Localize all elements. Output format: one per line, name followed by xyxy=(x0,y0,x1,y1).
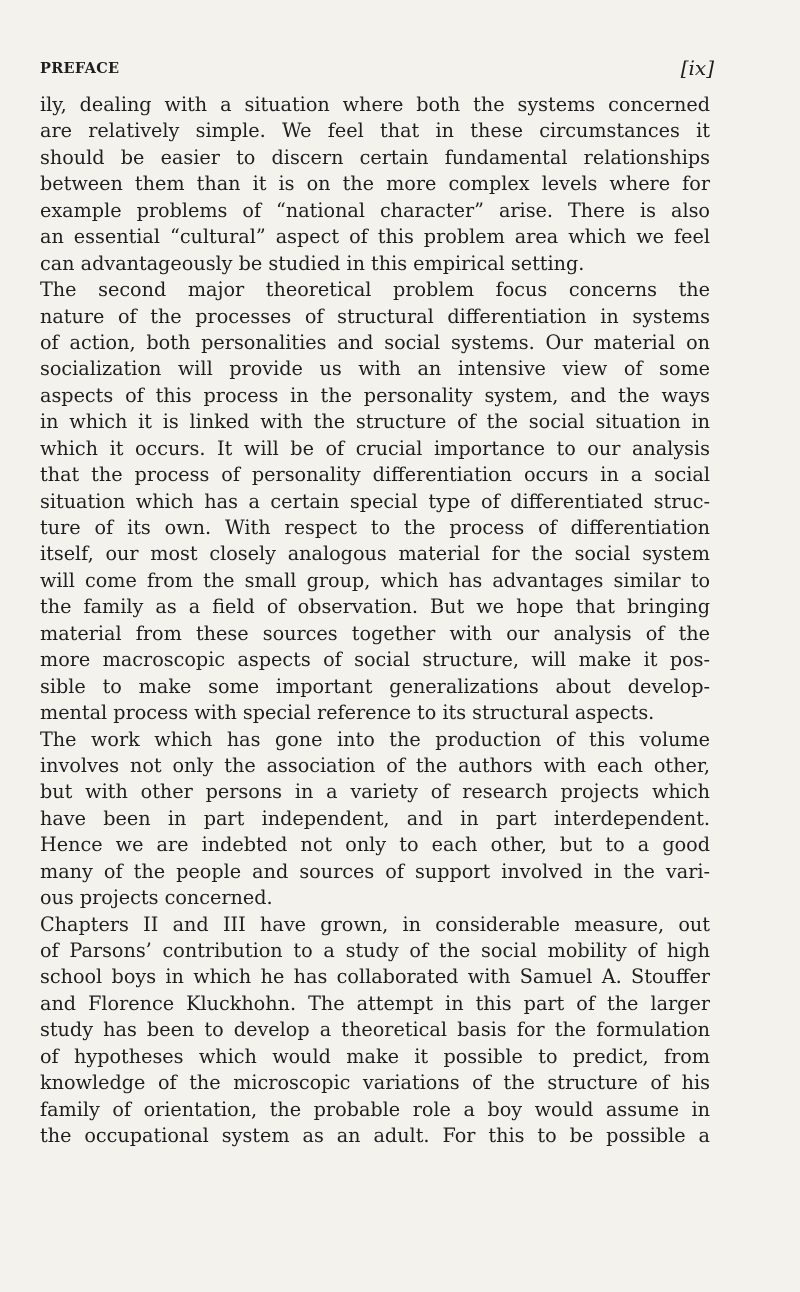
text-line: nature of the processes of structural differentiation in systems xyxy=(40,304,710,328)
text-line: and Florence Kluckhohn. The attempt in this part of the larger xyxy=(40,991,710,1015)
text-line: more macroscopic aspects of social structure, will make it pos- xyxy=(40,648,710,672)
text-line: will come from the small group, which has advantages similar to xyxy=(40,568,710,592)
text-line: study has been to develop a theoretical basis for the formulation xyxy=(40,1018,710,1042)
text-line: of hypotheses which would make it possible to predict, from xyxy=(40,1044,710,1068)
text-line: example problems of “national character” arise. There is also xyxy=(40,198,710,222)
text-line: the occupational system as an adult. For this to be possible a xyxy=(40,1124,710,1148)
text-line: should be easier to discern certain fundamental relationships xyxy=(40,145,710,169)
text-line: socialization will provide us with an intensive view of some xyxy=(40,357,710,381)
text-line: The work which has gone into the production of this volume xyxy=(40,727,710,751)
text-line: but with other persons in a variety of research projects which xyxy=(40,780,710,804)
text-line: Hence we are indebted not only to each other, but to a good xyxy=(40,833,710,857)
text-line: ily, dealing with a situation where both the systems concerned xyxy=(40,93,710,116)
text-line: The second major theoretical problem focus concerns the xyxy=(40,278,710,302)
text-line: aspects of this process in the personality system, and the ways xyxy=(40,383,710,407)
text-line: situation which has a certain special type of differentiated struc- xyxy=(40,489,710,513)
text-line: ture of its own. With respect to the process of differentiation xyxy=(40,516,710,539)
text-line: in which it is linked with the structure of the social situation in xyxy=(40,410,710,434)
text-line: of Parsons’ contribution to a study of the social mobility of high xyxy=(40,939,710,962)
text-line: the family as a field of observation. But we hope that bringing xyxy=(40,595,710,619)
text-line: sible to make some important generalizations about develop- xyxy=(40,674,710,698)
text-line: Chapters II and III have grown, in considerable measure, out xyxy=(40,912,710,936)
text-line: family of orientation, the probable role a boy would assume in xyxy=(40,1097,710,1121)
text-line: between them than it is on the more complex levels where for xyxy=(40,172,710,196)
text-line: an essential “cultural” aspect of this problem area which we feel xyxy=(40,225,710,249)
text-line: that the process of personality differentiation occurs in a social xyxy=(40,463,710,487)
text-line: can advantageously be studied in this empirical setting. xyxy=(40,251,585,275)
text-line: are relatively simple. We feel that in these circumstances it xyxy=(40,119,710,143)
page-header xyxy=(40,58,714,88)
text-line: ous projects concerned. xyxy=(40,886,273,910)
text-line: material from these sources together with our analysis of the xyxy=(40,621,710,645)
text-line: many of the people and sources of support involved in the vari- xyxy=(40,859,710,883)
text-line: have been in part independent, and in part interdependent. xyxy=(40,806,710,830)
text-line: school boys in which he has collaborated with Samuel A. Stouffer xyxy=(40,965,710,989)
text-line: involves not only the association of the authors with each other, xyxy=(40,753,710,777)
text-line: mental process with special reference to its structural aspects. xyxy=(40,701,655,725)
text-line: of action, both personalities and social systems. Our material on xyxy=(40,330,710,354)
page-number: [ix] xyxy=(680,56,714,80)
text-line: itself, our most closely analogous material for the social system xyxy=(40,542,710,566)
body-text xyxy=(40,92,710,1150)
text-line: which it occurs. It will be of crucial importance to our analysis xyxy=(40,436,710,460)
text-line: knowledge of the microscopic variations of the structure of his xyxy=(40,1071,710,1095)
running-head: PREFACE xyxy=(40,60,120,77)
